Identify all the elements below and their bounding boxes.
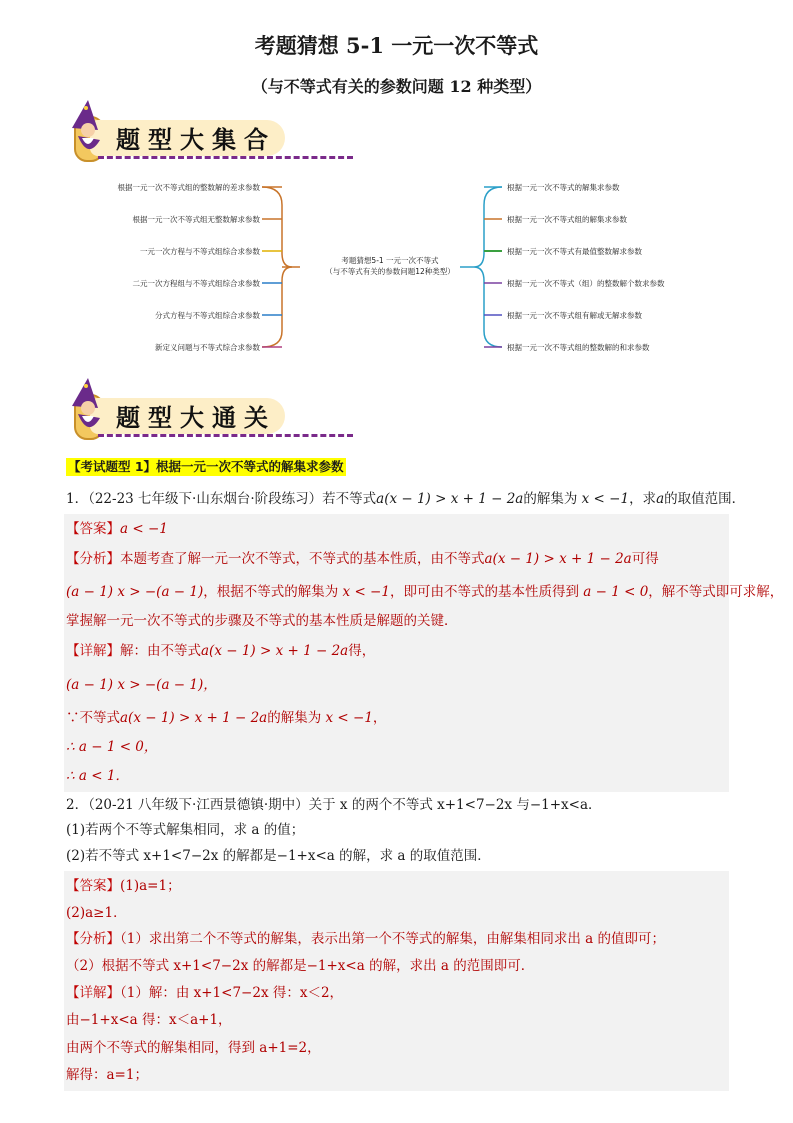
banner-underline bbox=[98, 156, 353, 163]
detail-tag: 【详解】 bbox=[66, 643, 120, 659]
q1-detail-line5: ∴ a < 1． bbox=[66, 768, 129, 784]
mindmap-left-node: 二元一次方程组与不等式组综合求参数 bbox=[132, 279, 260, 288]
q1-stem-math: a(x − 1) > x + 1 − 2a bbox=[376, 491, 524, 507]
q1-detail-text: 得， bbox=[348, 643, 376, 659]
mindmap-left-node: 新定义问题与不等式综合求参数 bbox=[155, 343, 260, 352]
mindmap-right-node: 根据一元一次不等式组的解集求参数 bbox=[507, 215, 627, 224]
mindmap-left-node: 一元一次方程与不等式组综合求参数 bbox=[140, 247, 260, 256]
q2-answer-value: (1)a=1； bbox=[120, 878, 181, 894]
question-2-part1: (1)若两个不等式解集相同，求 a 的值； bbox=[66, 822, 305, 838]
mindmap-right-node: 根据一元一次不等式（组）的整数解个数求参数 bbox=[507, 279, 665, 288]
section-banner-practice bbox=[68, 378, 288, 440]
analysis-tag: 【分析】 bbox=[66, 931, 120, 947]
q1-analysis-text: ，解不等式即可求解， bbox=[648, 584, 784, 600]
q1-analysis-math: a(x − 1) > x + 1 − 2a bbox=[484, 551, 632, 567]
q1-stem-text: ，求 bbox=[629, 491, 657, 507]
q1-analysis-line1 bbox=[66, 549, 659, 569]
q1-analysis-math: (a − 1) x > −(a − 1) bbox=[66, 584, 204, 600]
mindmap-left-node: 根据一元一次不等式组的整数解的差求参数 bbox=[117, 183, 260, 192]
section-banner-collection bbox=[68, 100, 288, 162]
q2-analysis-line1 bbox=[66, 929, 665, 949]
q1-analysis-text: ，即可由不等式的基本性质得到 bbox=[389, 584, 579, 600]
banner-text: 题型大集合 bbox=[116, 125, 276, 154]
q1-detail-line4: ∴ a − 1 < 0， bbox=[66, 739, 158, 755]
mindmap-right-node: 根据一元一次不等式的解集求参数 bbox=[507, 183, 620, 192]
mindmap-left-node: 根据一元一次不等式组无整数解求参数 bbox=[132, 215, 260, 224]
q2-analysis-text: （1）求出第二个不等式的解集，表示出第一个不等式的解集，由解集相同求出 a 的值即可； bbox=[120, 931, 665, 947]
q1-analysis-math: a − 1 < 0 bbox=[583, 584, 649, 600]
q1-stem-text: 1．（22-23 七年级下·山东烟台·阶段练习）若不等式 bbox=[66, 491, 377, 507]
q1-answer bbox=[66, 519, 168, 539]
question-2-part2: (2)若不等式 x+1<7−2x 的解都是−1+x<a 的解，求 a 的取值范围． bbox=[66, 848, 491, 864]
wizard-icon bbox=[68, 100, 108, 162]
q1-analysis-text: 可得 bbox=[631, 551, 659, 567]
mindmap-center bbox=[300, 255, 480, 277]
q1-analysis-text: 本题考查了解一元一次不等式，不等式的基本性质，由不等式 bbox=[120, 551, 485, 567]
q1-stem-math: x < −1 bbox=[581, 491, 630, 507]
wizard-icon bbox=[68, 378, 108, 440]
answer-tag: 【答案】 bbox=[66, 521, 120, 537]
analysis-tag: 【分析】 bbox=[66, 551, 120, 567]
q1-detail-math: a(x − 1) > x + 1 − 2a bbox=[120, 710, 268, 726]
q1-detail-text: 的解集为 bbox=[267, 710, 322, 726]
question-type-label: 【考试题型 1】根据一元一次不等式的解集求参数 bbox=[68, 459, 344, 474]
q1-analysis-math: x < −1 bbox=[342, 584, 390, 600]
mindmap-center-line2: （与不等式有关的参数问题12种类型） bbox=[325, 267, 455, 276]
q1-detail-text: ， bbox=[372, 710, 387, 726]
q1-detail-math: x < −1 bbox=[325, 710, 373, 726]
mindmap-right-node: 根据一元一次不等式有最值整数解求参数 bbox=[507, 247, 642, 256]
q2-detail-text: （1）解：由 x+1<7−2x 得：x＜2， bbox=[120, 985, 344, 1001]
q2-answer-line2: (2)a≥1． bbox=[66, 905, 127, 921]
detail-tag: 【详解】 bbox=[66, 985, 120, 1001]
banner-text: 题型大通关 bbox=[116, 403, 276, 432]
q2-detail-line3: 由两个不等式的解集相同，得到 a+1=2， bbox=[66, 1040, 321, 1056]
q1-stem-math: a bbox=[656, 491, 665, 507]
q1-detail-text: ∵不等式 bbox=[66, 710, 120, 726]
q1-detail-line2: (a − 1) x > −(a − 1)， bbox=[66, 677, 217, 693]
q2-solution-panel bbox=[64, 871, 729, 1091]
question-2-stem: 2．（20-21 八年级下·江西景德镇·期中）关于 x 的两个不等式 x+1<7−2x 与−1+x<a． bbox=[66, 797, 602, 813]
q2-analysis-line2: （2）根据不等式 x+1<7−2x 的解都是−1+x<a 的解，求出 a 的范围即可． bbox=[66, 958, 535, 974]
q1-detail-line3 bbox=[66, 708, 386, 728]
mindmap-right-node: 根据一元一次不等式组有解或无解求参数 bbox=[507, 311, 642, 320]
question-1-stem bbox=[66, 489, 745, 509]
q1-analysis-line3: 掌握解一元一次不等式的步骤及不等式的基本性质是解题的关键． bbox=[66, 613, 458, 629]
q1-stem-text: 的取值范围． bbox=[664, 491, 746, 507]
answer-tag: 【答案】 bbox=[66, 878, 120, 894]
page-subtitle: （与不等式有关的参数问题 12 种类型） bbox=[251, 77, 542, 96]
q1-detail-math: a(x − 1) > x + 1 − 2a bbox=[201, 643, 349, 659]
q2-detail-line2: 由−1+x<a 得：x＜a+1， bbox=[66, 1012, 232, 1028]
q1-analysis-line2 bbox=[66, 582, 783, 602]
q1-analysis-text: ，根据不等式的解集为 bbox=[203, 584, 339, 600]
banner-underline bbox=[98, 434, 353, 441]
q1-detail-line1 bbox=[66, 641, 375, 661]
mindmap-left-node: 分式方程与不等式组综合求参数 bbox=[155, 311, 260, 320]
mindmap-center-line1: 考题猜想5-1 一元一次不等式 bbox=[341, 256, 439, 265]
q2-detail-line4: 解得：a=1； bbox=[66, 1067, 148, 1083]
q2-detail-line1 bbox=[66, 983, 343, 1003]
mindmap-right-node: 根据一元一次不等式组的整数解的和求参数 bbox=[507, 343, 650, 352]
q2-answer-line1 bbox=[66, 876, 181, 896]
page-title: 考题猜想 5-1 一元一次不等式 bbox=[254, 33, 539, 58]
q1-answer-value: a < −1 bbox=[120, 521, 168, 537]
q1-stem-text: 的解集为 bbox=[523, 491, 578, 507]
q1-detail-text: 解：由不等式 bbox=[120, 643, 201, 659]
